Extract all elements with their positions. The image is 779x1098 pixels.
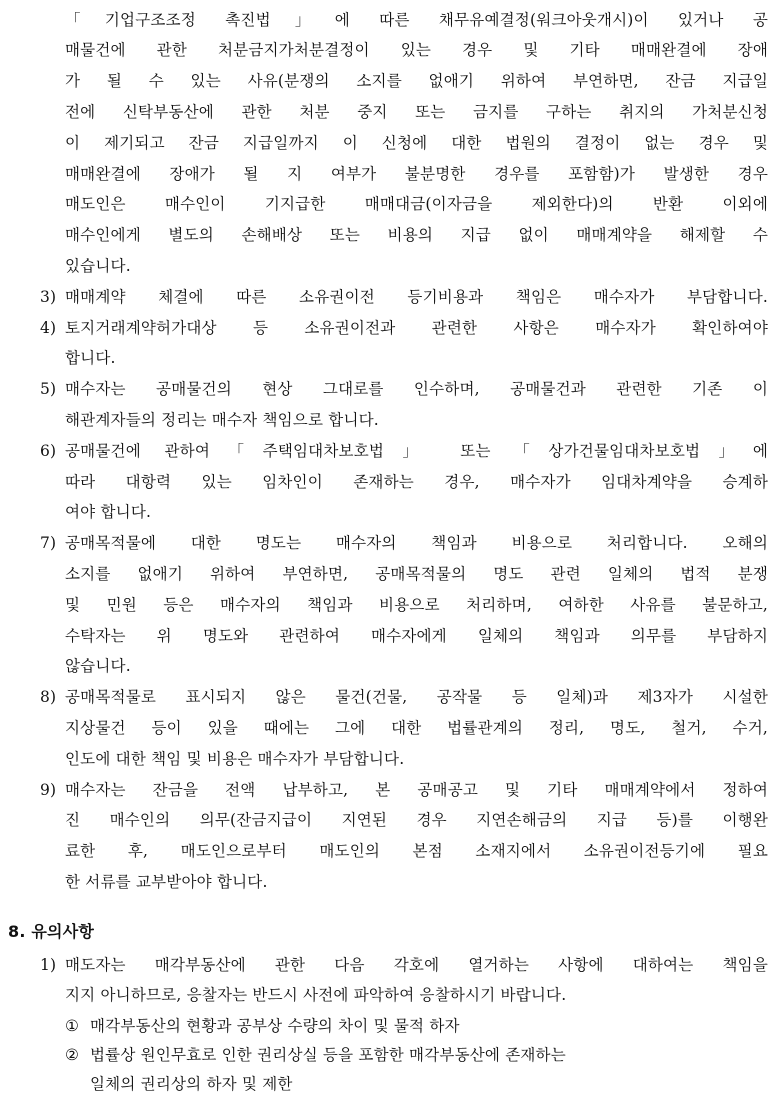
continuation-line: 가 될 수 있는 사유(분쟁의 소지를 없애기 위하여 부연하면, 잔금 지급일	[65, 72, 768, 91]
item-text-line: 한 서류를 교부받아야 합니다.	[65, 872, 268, 891]
item-text-line: 토지거래계약허가대상 등 소유권이전과 관련한 사항은 매수자가 확인하여야	[65, 318, 768, 337]
item-text-line: 수탁자는 위 명도와 관련하여 매수자에게 일체의 책임과 의무를 부담하지	[65, 626, 768, 645]
item-text-line: 인도에 대한 책임 및 비용은 매수자가 부담합니다.	[65, 749, 405, 768]
item-number: 1)	[40, 955, 57, 974]
item-number: 5)	[40, 380, 57, 399]
continuation-line: 있습니다.	[65, 256, 131, 275]
continuation-line: 매도인은 매수인이 기지급한 매매대금(이자금을 제외한다)의 반환 이외에	[65, 195, 768, 214]
item-text-line: 합니다.	[65, 349, 116, 368]
continuation-line: 매매완결에 장애가 될 지 여부가 불분명한 경우를 포함함)가 발생한 경우	[65, 164, 768, 183]
subitem-text-line: 법률상 원인무효로 인한 권리상실 등을 포함한 매각부동산에 존재하는	[90, 1046, 566, 1065]
continuation-line: 매수인에게 별도의 손해배상 또는 비용의 지급 없이 매매계약을 해제할 수	[65, 226, 768, 245]
subitem-text-line: 일체의 권리상의 하자 및 제한	[90, 1075, 293, 1093]
continuation-line: 이 제기되고 잔금 지급일까지 이 신청에 대한 법원의 결정이 없는 경우 및	[65, 133, 768, 152]
subitem-number: ②	[65, 1046, 80, 1065]
item-number: 6)	[40, 441, 57, 460]
item-text-line: 공매목적물로 표시되지 않은 물건(건물, 공작물 등 일체)과 제3자가 시설한	[65, 688, 768, 707]
continuation-line: 「기업구조조정 촉진법」에 따른 채무유예결정(워크아웃개시)이 있거나 공	[65, 10, 768, 29]
item-text-line: 공매목적물에 대한 명도는 매수자의 책임과 비용으로 처리합니다. 오해의	[65, 534, 768, 553]
item-text-line: 및 민원 등은 매수자의 책임과 비용으로 처리하며, 여하한 사유를 불문하고,	[65, 595, 768, 614]
item-number: 7)	[40, 534, 57, 553]
item-text-line: 매수자는 공매물건의 현상 그대로를 인수하며, 공매물건과 관련한 기존 이	[65, 380, 768, 399]
item-text-line: 매매계약 체결에 따른 소유권이전 등기비용과 책임은 매수자가 부담합니다.	[65, 287, 768, 306]
item-text-line: 료한 후, 매도인으로부터 매도인의 본점 소재지에서 소유권이전등기에 필요	[65, 842, 768, 861]
item-text-line: 소지를 없애기 위하여 부연하면, 공매목적물의 명도 관련 일체의 법적 분쟁	[65, 564, 768, 583]
subitem-text-line: 매각부동산의 현황과 공부상 수량의 차이 및 물적 하자	[90, 1017, 460, 1036]
item-text-line: 매수자는 잔금을 전액 납부하고, 본 공매공고 및 기타 매매계약에서 정하여	[65, 780, 768, 799]
subitem-number: ①	[65, 1017, 80, 1036]
item-text-line: 지지 아니하므로, 응찰자는 반드시 사전에 파악하여 응찰하시기 바랍니다.	[65, 986, 567, 1005]
item-text-line: 진 매수인의 의무(잔금지급이 지연된 경우 지연손해금의 지급 등)를 이행완	[65, 811, 768, 830]
item-text-line: 따라 대항력 있는 임차인이 존재하는 경우, 매수자가 임대차계약을 승계하	[65, 472, 768, 491]
item-text-line: 지상물건 등이 있을 때에는 그에 대한 법률관계의 정리, 명도, 철거, 수거,	[65, 718, 768, 737]
item-number: 3)	[40, 287, 57, 306]
item-text-line: 않습니다.	[65, 657, 131, 676]
item-text-line: 여야 합니다.	[65, 503, 152, 522]
continuation-line: 매물건에 관한 처분금지가처분결정이 있는 경우 및 기타 매매완결에 장애	[65, 41, 768, 60]
continuation-line: 전에 신탁부동산에 관한 처분 중지 또는 금지를 구하는 취지의 가처분신청	[65, 103, 768, 121]
item-number: 9)	[40, 780, 57, 799]
item-text-line: 매도자는 매각부동산에 관한 다음 각호에 열거하는 사항에 대하여는 책임을	[65, 955, 768, 974]
section-heading: 8. 유의사항	[8, 921, 95, 941]
item-text-line: 공매물건에 관하여「주택임대차보호법」 또는 「상가건물임대차보호법」에	[65, 441, 768, 460]
item-text-line: 해관계자들의 정리는 매수자 책임으로 합니다.	[65, 410, 379, 429]
item-number: 8)	[40, 688, 57, 707]
item-number: 4)	[40, 318, 57, 337]
